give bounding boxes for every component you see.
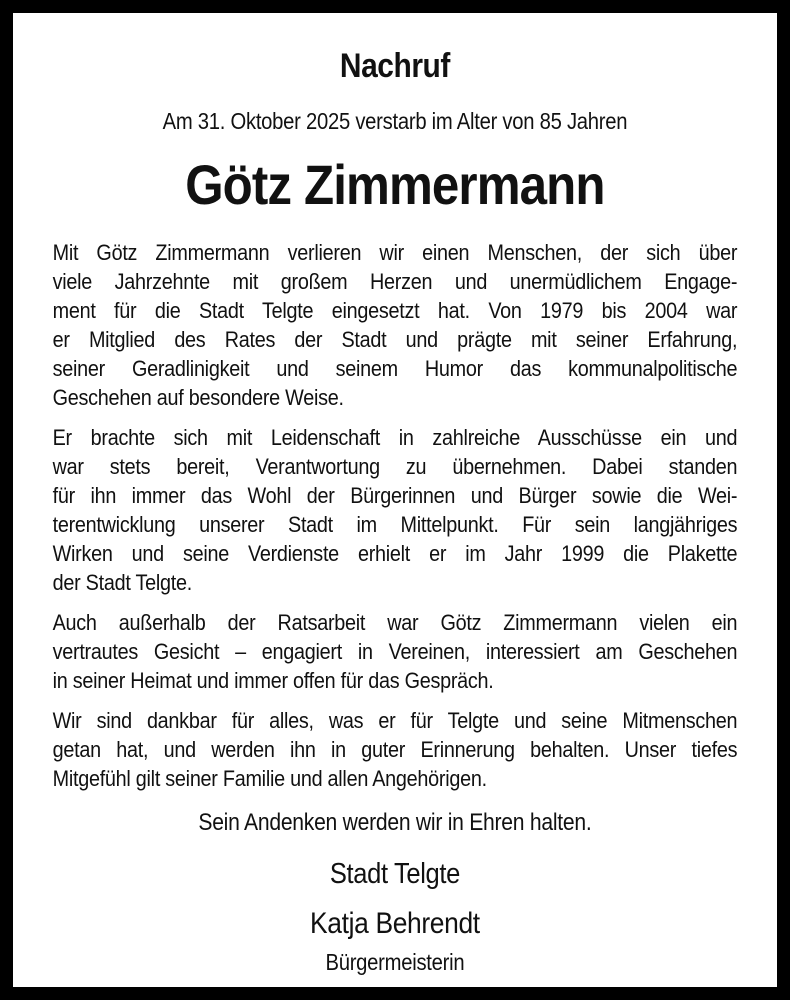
paragraph-line: er Mitglied des Rates der Stadt und prägte mit seiner Erfahrung, (52, 327, 738, 352)
paragraph-line: Wirken und seine Verdienste erhielt er im Jahr 1999 die Plakette (52, 541, 738, 566)
deceased-name: Götz Zimmermann (185, 153, 605, 216)
paragraph-line: vertrautes Gesicht – engagiert in Vereinen, interessiert am Geschehen (52, 639, 738, 664)
paragraph-line: der Stadt Telgte. (52, 570, 192, 595)
paragraph-line: terentwicklung unserer Stadt im Mittelpunkt. Für sein langjähriges (52, 512, 738, 537)
paragraph-line: Mitgefühl gilt seiner Familie und allen Angehörigen. (52, 766, 487, 791)
signature-name: Katja Behrendt (310, 907, 480, 940)
paragraph-line: getan hat, und werden ihn in guter Erinnerung behalten. Unser tiefes (52, 737, 738, 762)
paragraph-line: Mit Götz Zimmermann verlieren wir einen Menschen, der sich über (52, 240, 738, 265)
paragraph-line: viele Jahrzehnte mit großem Herzen und unermüdlichem Engage- (52, 269, 738, 294)
death-announcement-line: Am 31. Oktober 2025 verstarb im Alter von 85 Jahren (162, 108, 628, 134)
paragraph-line: Er brachte sich mit Leidenschaft in zahlreiche Ausschüsse ein und (52, 425, 738, 450)
paragraph (53, 423, 738, 597)
paragraph-line: seiner Geradlinigkeit und seinem Humor das kommunalpolitische (52, 356, 738, 381)
obituary-sheet (13, 13, 777, 976)
closing-line: Sein Andenken werden wir in Ehren halten. (198, 809, 592, 836)
paragraph (53, 608, 738, 695)
signature-role: Bürgermeisterin (325, 949, 465, 975)
paragraph-line: Geschehen auf besondere Weise. (52, 385, 344, 410)
paragraph (53, 706, 738, 793)
paragraph-line: für ihn immer das Wohl der Bürgerinnen und Bürger sowie die Wei- (52, 483, 738, 508)
paragraph-line: in seiner Heimat und immer offen für das Gespräch. (52, 668, 494, 693)
paragraph (53, 238, 738, 412)
notice-type-heading: Nachruf (339, 47, 450, 85)
paragraph-line: Wir sind dankbar für alles, was er für Telgte und seine Mitmenschen (52, 708, 738, 733)
signature-organization: Stadt Telgte (329, 858, 460, 890)
paragraph-line: Auch außerhalb der Ratsarbeit war Götz Zimmermann vielen ein (52, 610, 738, 635)
paragraph-line: ment für die Stadt Telgte eingesetzt hat. Von 1979 bis 2004 war (52, 298, 738, 323)
paragraph-line: war stets bereit, Verantwortung zu übernehmen. Dabei standen (52, 454, 738, 479)
obituary-body (53, 238, 738, 793)
